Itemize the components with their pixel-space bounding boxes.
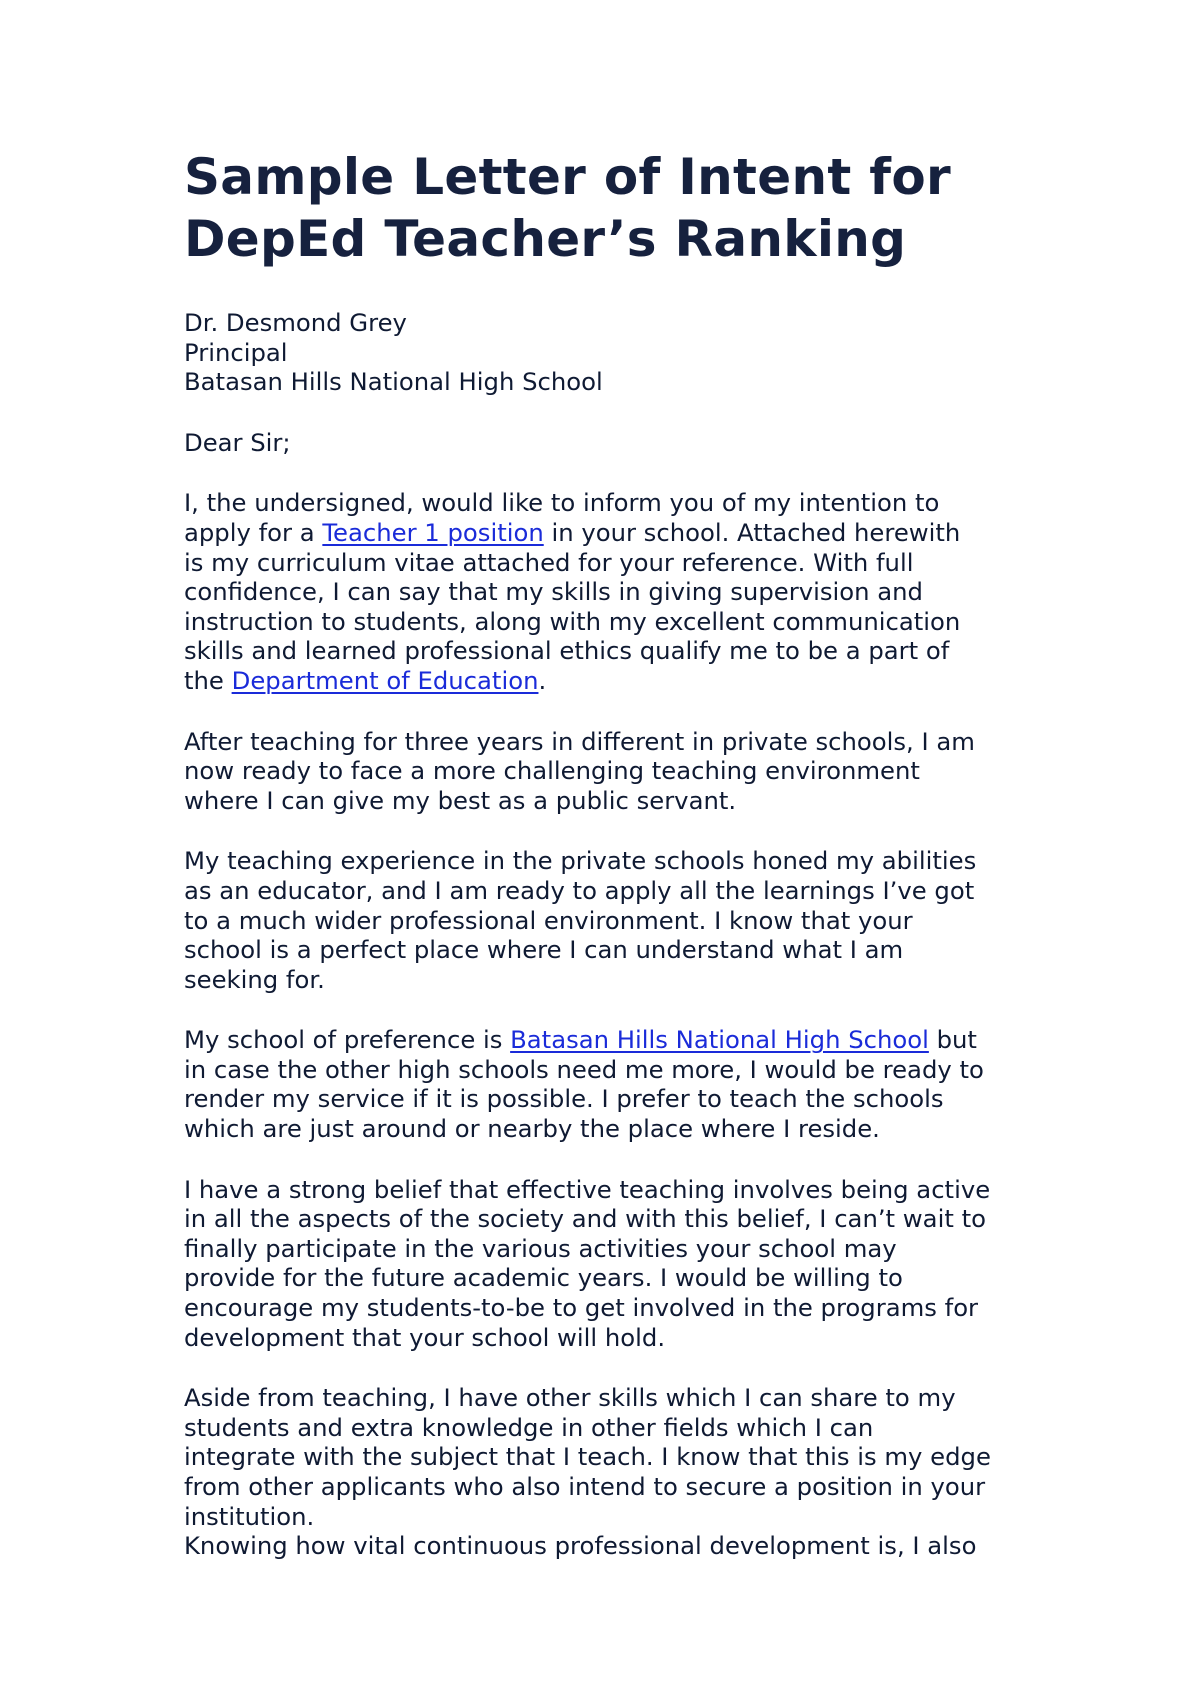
paragraph-development xyxy=(184,1531,1050,1561)
paragraph-line: is my curriculum vitae attached for your reference. With full xyxy=(184,547,914,577)
recipient-block xyxy=(184,308,1050,397)
text-segment: the xyxy=(184,665,232,695)
paragraph-line xyxy=(184,666,1050,696)
paragraph-line: in all the aspects of the society and with this belief, I can’t wait to xyxy=(184,1204,986,1234)
paragraph-line: provide for the future academic years. I would be willing to xyxy=(184,1263,903,1293)
paragraph-preference xyxy=(184,1025,1050,1143)
recipient-position: Principal xyxy=(184,337,288,367)
paragraph-abilities xyxy=(184,846,1050,994)
text-segment: in your school. Attached herewith xyxy=(543,517,961,547)
department-of-education-link[interactable]: Department of Education xyxy=(231,665,539,695)
paragraph-line: school is a perfect place where I can understand what I am xyxy=(184,935,904,965)
letter-title xyxy=(184,146,1050,270)
text-segment: My school of preference is xyxy=(184,1025,511,1055)
paragraph-line: confidence, I can say that my skills in giving supervision and xyxy=(184,577,923,607)
paragraph-line: in case the other high schools need me more, I would be ready to xyxy=(184,1054,984,1084)
paragraph-line: students and extra knowledge in other fields which I can xyxy=(184,1412,874,1442)
salutation xyxy=(184,428,1050,458)
text-segment: but xyxy=(928,1025,977,1055)
paragraph-line: instruction to students, along with my excellent communication xyxy=(184,606,961,636)
title-line-2: DepEd Teacher’s Ranking xyxy=(184,210,907,268)
text-segment: apply for a xyxy=(184,517,323,547)
letter-body xyxy=(184,308,1050,1561)
paragraph-line: My teaching experience in the private schools honed my abilities xyxy=(184,846,977,876)
paragraph-line: as an educator, and I am ready to apply all the learnings I’ve got xyxy=(184,875,975,905)
paragraph-line: seeking for. xyxy=(184,964,325,994)
paragraph-line: now ready to face a more challenging teaching environment xyxy=(184,756,920,786)
paragraph-belief xyxy=(184,1175,1050,1353)
paragraph-intent xyxy=(184,488,1050,695)
paragraph-skills xyxy=(184,1383,1050,1531)
salutation-text: Dear Sir; xyxy=(184,427,291,457)
paragraph-line: to a much wider professional environment. I know that your xyxy=(184,905,913,935)
paragraph-line: which are just around or nearby the place where I reside. xyxy=(184,1114,880,1144)
teacher-1-position-link[interactable]: Teacher 1 position xyxy=(322,517,544,547)
paragraph-line xyxy=(184,518,1050,548)
title-line-1: Sample Letter of Intent for xyxy=(184,148,951,206)
paragraph-experience xyxy=(184,727,1050,816)
paragraph-line: encourage my students-to-be to get involved in the programs for xyxy=(184,1293,979,1323)
paragraph-line: from other applicants who also intend to secure a position in your xyxy=(184,1472,986,1501)
paragraph-line: skills and learned professional ethics qualify me to be a part of xyxy=(184,636,950,666)
paragraph-line: render my service if it is possible. I prefer to teach the schools xyxy=(184,1084,944,1114)
paragraph-line: I have a strong belief that effective teaching involves being active xyxy=(184,1174,991,1204)
paragraph-line: integrate with the subject that I teach. I know that this is my edge xyxy=(184,1442,991,1472)
paragraph-line: I, the undersigned, would like to inform you of my intention to xyxy=(184,488,940,518)
recipient-name: Dr. Desmond Grey xyxy=(184,308,407,337)
paragraph-line: After teaching for three years in different in private schools, I am xyxy=(184,726,975,756)
text-segment: . xyxy=(538,665,547,695)
paragraph-line: where I can give my best as a public servant. xyxy=(184,785,737,815)
paragraph-line xyxy=(184,1025,1050,1055)
paragraph-line: development that your school will hold. xyxy=(184,1322,666,1352)
paragraph-line: Knowing how vital continuous professional development is, I also xyxy=(184,1531,977,1561)
recipient-school: Batasan Hills National High School xyxy=(184,367,603,397)
paragraph-line: institution. xyxy=(184,1501,315,1531)
paragraph-line: Aside from teaching, I have other skills which I can share to my xyxy=(184,1383,956,1413)
paragraph-line: finally participate in the various activities your school may xyxy=(184,1233,897,1263)
batasan-hills-school-link[interactable]: Batasan Hills National High School xyxy=(510,1025,929,1055)
